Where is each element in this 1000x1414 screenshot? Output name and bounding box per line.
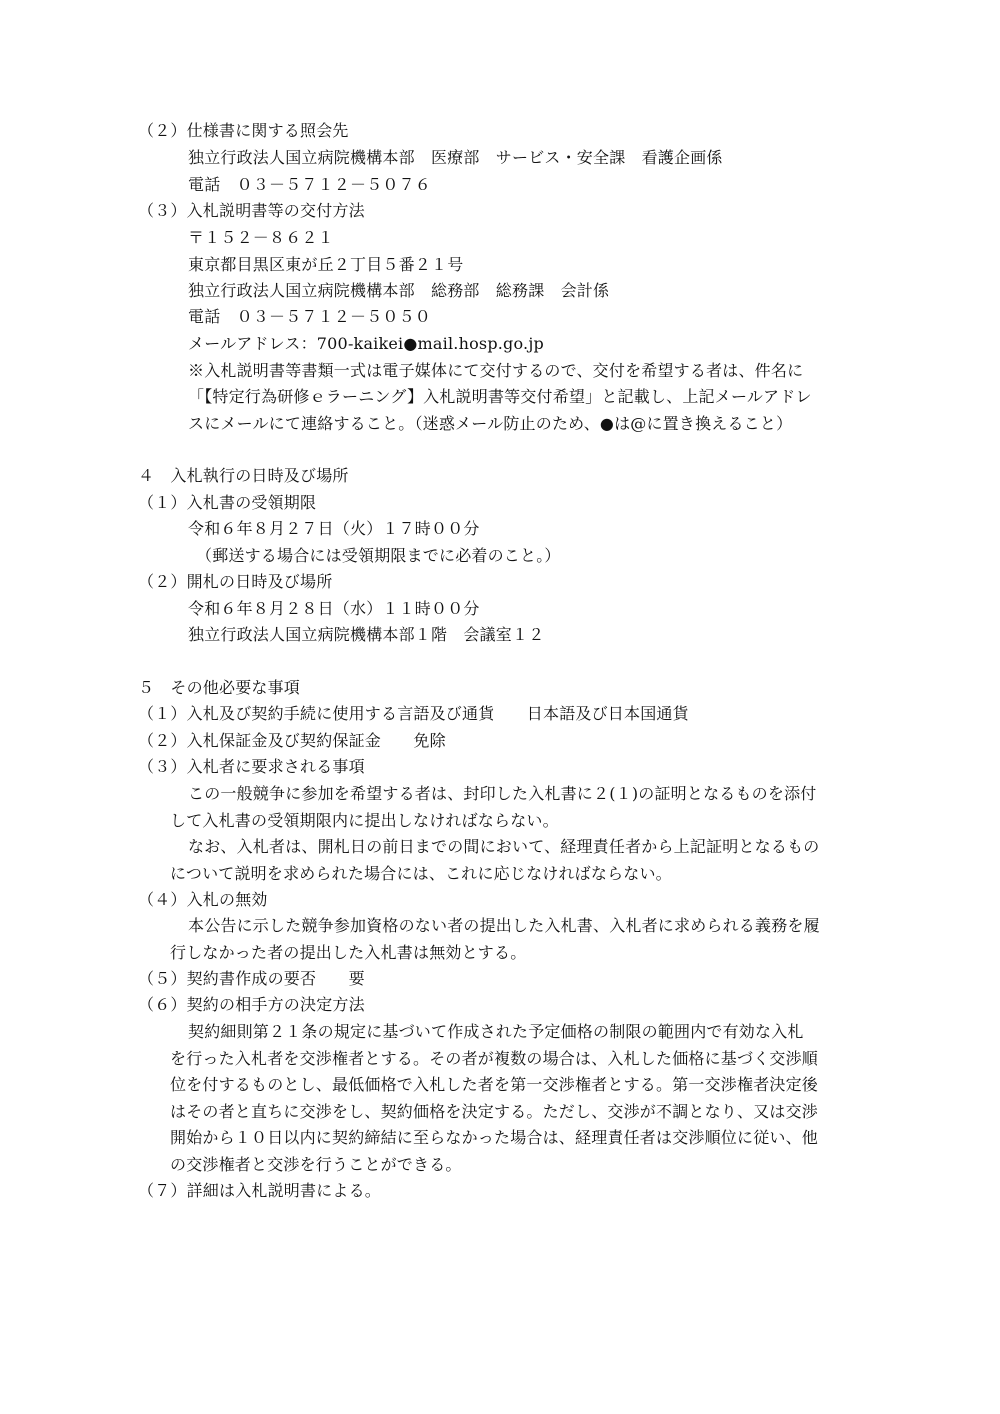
mail-note: （郵送する場合には受領期限までに必着のこと。） [196,546,561,565]
item-5-1: （１）入札及び契約手続に使用する言語及び通貨 日本語及び日本国通貨 [138,704,689,723]
requirement-line-3: なお、入札者は、開札日の前日までの間において、経理責任者から上記証明となるもの [188,837,820,856]
note-line-3: スにメールにて連絡すること。（迷惑メール防止のため、●は@に置き換えること） [188,414,793,433]
section-4-heading: ４ 入札執行の日時及び場所 [138,466,349,485]
invalid-line-2: 行しなかった者の提出した入札書は無効とする。 [170,943,527,962]
item-3-3-heading: （３）入札説明書等の交付方法 [138,201,365,220]
email-address: メールアドレス：700-kaikei●mail.hosp.go.jp [188,334,544,353]
address: 東京都目黒区東が丘２丁目５番２１号 [188,255,464,274]
note-line-1: ※入札説明書等書類一式は電子媒体にて交付するので、交付を希望する者は、件名に [188,361,804,380]
opening-datetime: 令和６年８月２８日（水）１１時００分 [188,599,480,618]
item-5-7: （７）詳細は入札説明書による。 [138,1181,382,1200]
requirement-line-4: について説明を求められた場合には、これに応じなければならない。 [170,864,672,883]
requirement-line-1: この一般競争に参加を希望する者は、封印した入札書に２(１)の証明となるものを添付 [188,784,817,803]
item-3-2-heading: （２）仕様書に関する照会先 [138,121,349,140]
receipt-deadline: 令和６年８月２７日（火）１７時００分 [188,519,480,538]
decision-line-3: 位を付するものとし、最低価格で入札した者を第一交渉権者とする。第一交渉権者決定後 [170,1075,819,1094]
decision-line-1: 契約細則第２１条の規定に基づいて作成された予定価格の制限の範囲内で有効な入札 [188,1022,804,1041]
decision-line-5: 開始から１０日以内に契約締結に至らなかった場合は、経理責任者は交渉順位に従い、他 [170,1128,819,1147]
item-5-4-heading: （４）入札の無効 [138,890,268,909]
decision-line-6: の交渉権者と交渉を行うことができる。 [170,1155,462,1174]
accounting-phone: 電話 ０３－５７１２－５０５０ [188,307,432,326]
item-4-1-heading: （１）入札書の受領期限 [138,493,317,512]
item-5-6-heading: （６）契約の相手方の決定方法 [138,995,365,1014]
note-line-2: 「【特定行為研修ｅラーニング】入札説明書等交付希望」と記載し、上記メールアドレ [188,387,812,406]
decision-line-2: を行った入札者を交渉権者とする。その者が複数の場合は、入札した価格に基づく交渉順 [170,1049,819,1068]
item-5-2: （２）入札保証金及び契約保証金 免除 [138,731,446,750]
inquiry-department: 独立行政法人国立病院機構本部 医療部 サービス・安全課 看護企画係 [188,148,723,167]
inquiry-phone: 電話 ０３－５７１２－５０７６ [188,175,432,194]
decision-line-4: はその者と直ちに交渉をし、契約価格を決定する。ただし、交渉が不調となり、又は交渉 [170,1102,819,1121]
item-4-2-heading: （２）開札の日時及び場所 [138,572,333,591]
accounting-department: 独立行政法人国立病院機構本部 総務部 総務課 会計係 [188,281,610,300]
opening-place: 独立行政法人国立病院機構本部１階 会議室１２ [188,625,545,644]
section-5-heading: ５ その他必要な事項 [138,678,301,697]
item-5-5: （５）契約書作成の要否 要 [138,969,365,988]
invalid-line-1: 本公告に示した競争参加資格のない者の提出した入札書、入札者に求められる義務を履 [188,916,820,935]
postal-code: 〒１５２－８６２１ [188,228,334,247]
item-5-3-heading: （３）入札者に要求される事項 [138,757,365,776]
requirement-line-2: して入札書の受領期限内に提出しなければならない。 [170,811,559,830]
